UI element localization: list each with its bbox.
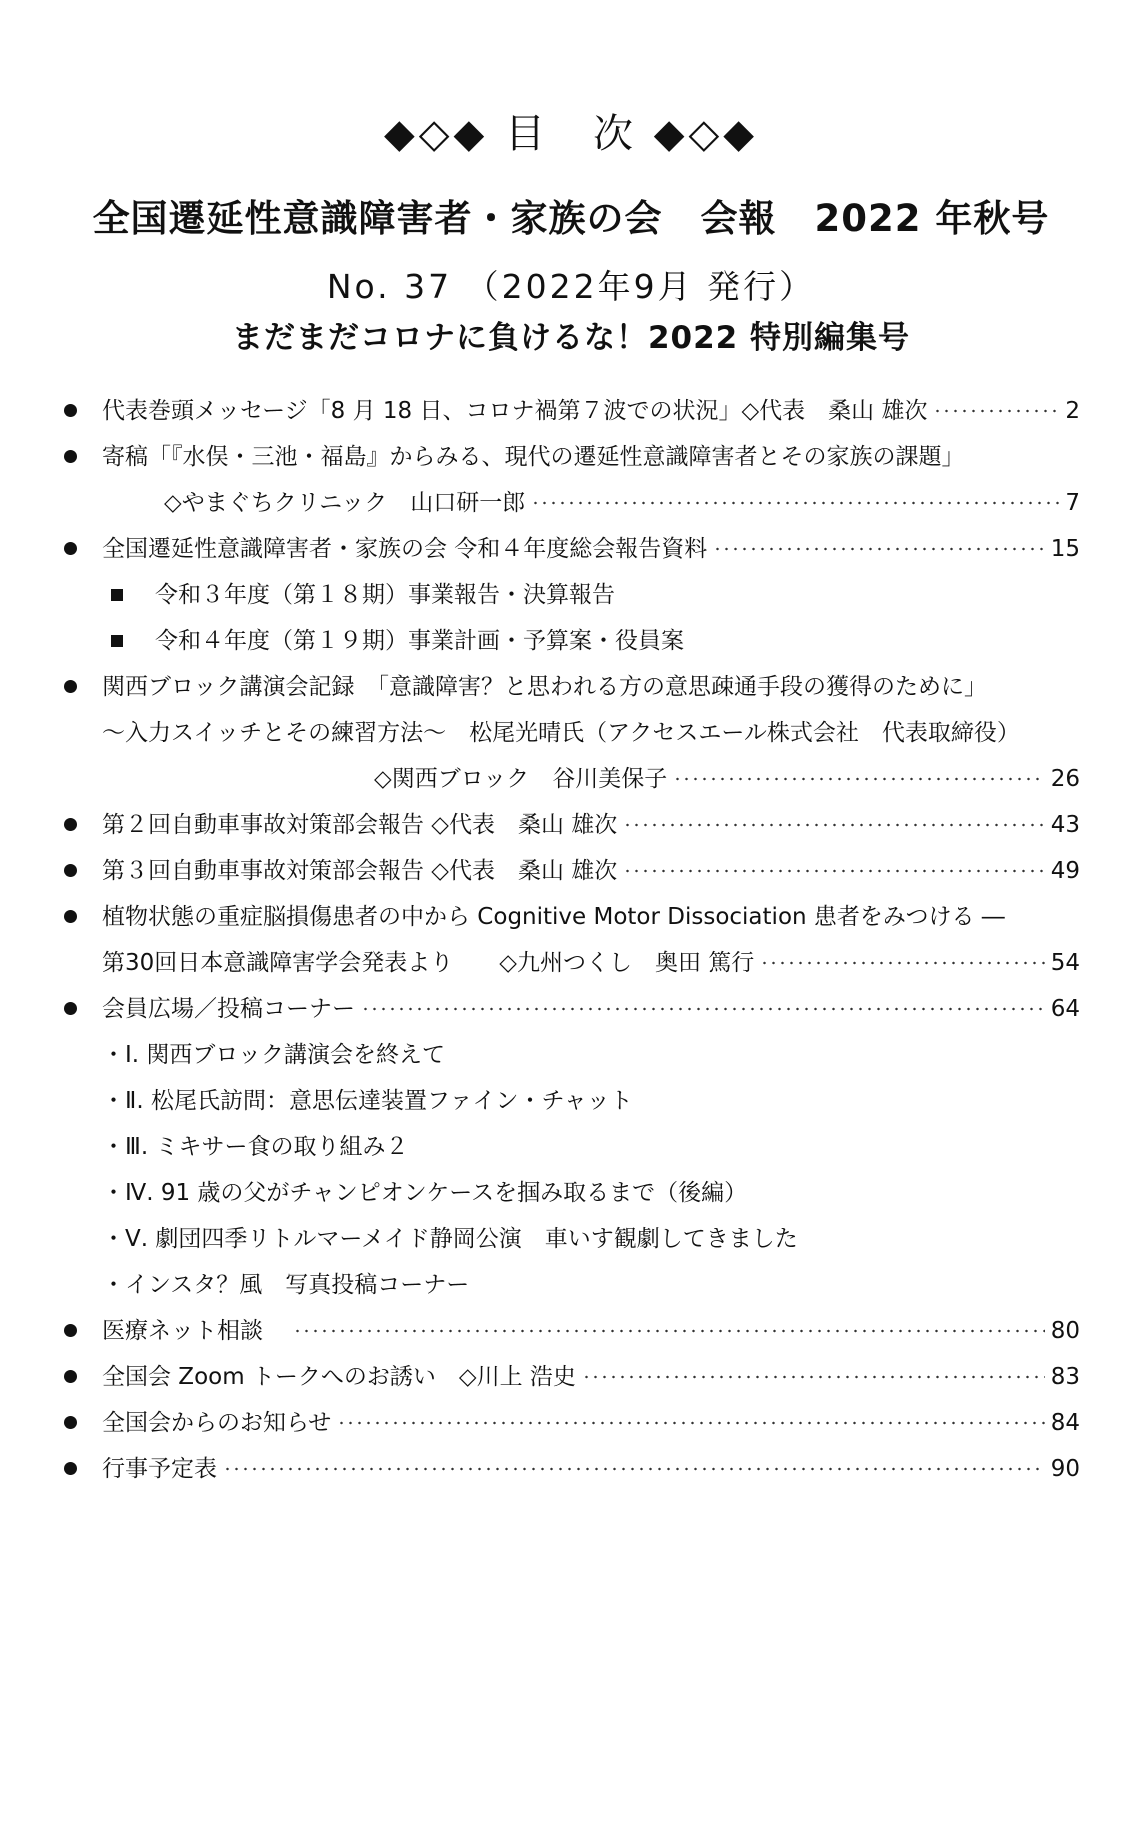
toc-entry [102,437,1080,477]
toc-subentry-text: ・Ⅱ. 松尾氏訪問：意思伝達装置ファイン・チャット [102,1088,633,1114]
toc-subentry-text: ・Ⅰ. 関西ブロック講演会を終えて [102,1042,445,1068]
toc-entry [102,851,1080,891]
toc-entry-continuation [374,759,1080,799]
toc-entry-text: ◇やまぐちクリニック 山口研一郎 [164,490,526,516]
toc-subentry-text: 令和４年度（第１９期）事業計画・予算案・役員案 [155,628,684,654]
toc-subentry-text: ・Ⅳ. 91 歳の父がチャンピオンケースを掴み取るまで（後編） [102,1180,748,1206]
leader-dots [673,759,1044,799]
toc-entry-text: ～入力スイッチとその練習方法～ 松尾光晴氏（アクセスエール株式会社 代表取締役） [102,720,1020,746]
toc-entry-text: 医療ネット相談 [102,1318,263,1344]
toc-title: ◆◇◆ 目 次 ◆◇◆ [384,111,758,157]
toc-subentry-text: ・Ⅴ. 劇団四季リトルマーメイド静岡公演 車いす観劇してきました [102,1226,798,1252]
toc-entry-text: 全国遷延性意識障害者・家族の会 令和４年度総会報告資料 [102,536,708,562]
toc-entry-page: 2 [1065,398,1080,424]
leader-dots [223,1449,1045,1489]
toc-entry-text: 第30回日本意識障害学会発表より ◇九州つくし 奥田 篤行 [102,950,755,976]
toc-subentry-text: ・インスタ？風 写真投稿コーナー [102,1272,470,1298]
leader-dots [933,391,1059,431]
toc-subentry-text: 令和３年度（第１８期）事業報告・決算報告 [155,582,615,608]
toc-entry [102,391,1080,431]
toc-entry-page: 7 [1065,490,1080,516]
toc-subentry-text: ・Ⅲ. ミキサー食の取り組み２ [102,1134,409,1160]
bullet-icon [64,542,77,555]
toc-entry [102,529,1080,569]
toc-entry [102,667,1080,707]
toc-entry [102,1403,1080,1443]
toc-entry [102,1357,1080,1397]
toc-entry-text: 第３回自動車事故対策部会報告 ◇代表 桑山 雄次 [102,858,618,884]
newsletter-title: 全国遷延性意識障害者・家族の会 会報 2022 年秋号 [92,197,1050,240]
leader-dots [293,1311,1045,1351]
leader-dots [531,483,1059,523]
leader-dots [760,943,1044,983]
toc-entry-page: 80 [1050,1318,1080,1344]
toc-entry-page: 84 [1050,1410,1080,1436]
toc-entry-continuation [164,483,1080,523]
bullet-icon [64,680,77,693]
bullet-icon [64,1002,77,1015]
toc-entry-text: 第２回自動車事故対策部会報告 ◇代表 桑山 雄次 [102,812,618,838]
toc-entry-text: 全国会からのお知らせ [102,1410,332,1436]
leader-dots [337,1403,1044,1443]
toc-entry-text: 植物状態の重症脳損傷患者の中から Cognitive Motor Dissociation 患者をみつける ― [102,904,1005,930]
toc-entry [102,1449,1080,1489]
toc-entry-page: 64 [1050,996,1080,1022]
leader-dots [623,805,1044,845]
toc-entry-page: 49 [1050,858,1080,884]
toc-entry-page: 15 [1050,536,1080,562]
toc-entry-text: ◇関西ブロック 谷川美保子 [374,766,668,792]
bullet-icon [64,910,77,923]
toc-subentry [102,1127,408,1167]
bullet-icon [64,404,77,417]
toc-entry-text: 行事予定表 [102,1456,217,1482]
toc-entry-page: 43 [1050,812,1080,838]
leader-dots [623,851,1044,891]
toc-entry-text: 全国会 Zoom トークへのお誘い ◇川上 浩史 [102,1364,576,1390]
issue-number: No. 37 （2022年9月 発行） [326,267,816,306]
toc-entry [102,989,1080,1029]
leader-dots [713,529,1044,569]
toc-subentry [102,1035,445,1075]
toc-entry-text: 寄稿「『水俣・三池・福島』からみる、現代の遷延性意識障害者とその家族の課題」 [102,444,965,470]
toc-subentry [102,1219,798,1259]
toc-entry [102,1311,1080,1351]
toc-entry-page: 83 [1050,1364,1080,1390]
toc-subentry [102,1173,747,1213]
toc-entry-page: 54 [1050,950,1080,976]
leader-dots [361,989,1045,1029]
toc-entry [102,805,1080,845]
toc-subentry [102,1265,469,1305]
bullet-icon [64,450,77,463]
bullet-icon [64,864,77,877]
bullet-icon [64,1416,77,1429]
toc-entry-text: 会員広場／投稿コーナー [102,996,355,1022]
toc-entry-continuation [102,943,1080,983]
special-edition-tagline: まだまだコロナに負けるな！2022 特別編集号 [231,320,911,356]
toc-entry-text: 関西ブロック講演会記録 「意識障害？と思われる方の意思疎通手段の獲得のために」 [102,674,988,700]
toc-entry-page: 90 [1050,1456,1080,1482]
toc-subentry [155,621,684,661]
toc-entry-continuation [102,713,1080,753]
bullet-icon [64,1324,77,1337]
bullet-icon [64,1462,77,1475]
toc-entry [102,897,1080,937]
toc-entry-page: 26 [1050,766,1080,792]
toc-subentry [102,1081,633,1121]
leader-dots [582,1357,1045,1397]
square-bullet-icon [111,589,123,601]
toc-subentry [155,575,615,615]
bullet-icon [64,1370,77,1383]
bullet-icon [64,818,77,831]
square-bullet-icon [111,635,123,647]
toc-entry-text: 代表巻頭メッセージ「8 月 18 日、コロナ禍第７波での状況」◇代表 桑山 雄次 [102,398,928,424]
